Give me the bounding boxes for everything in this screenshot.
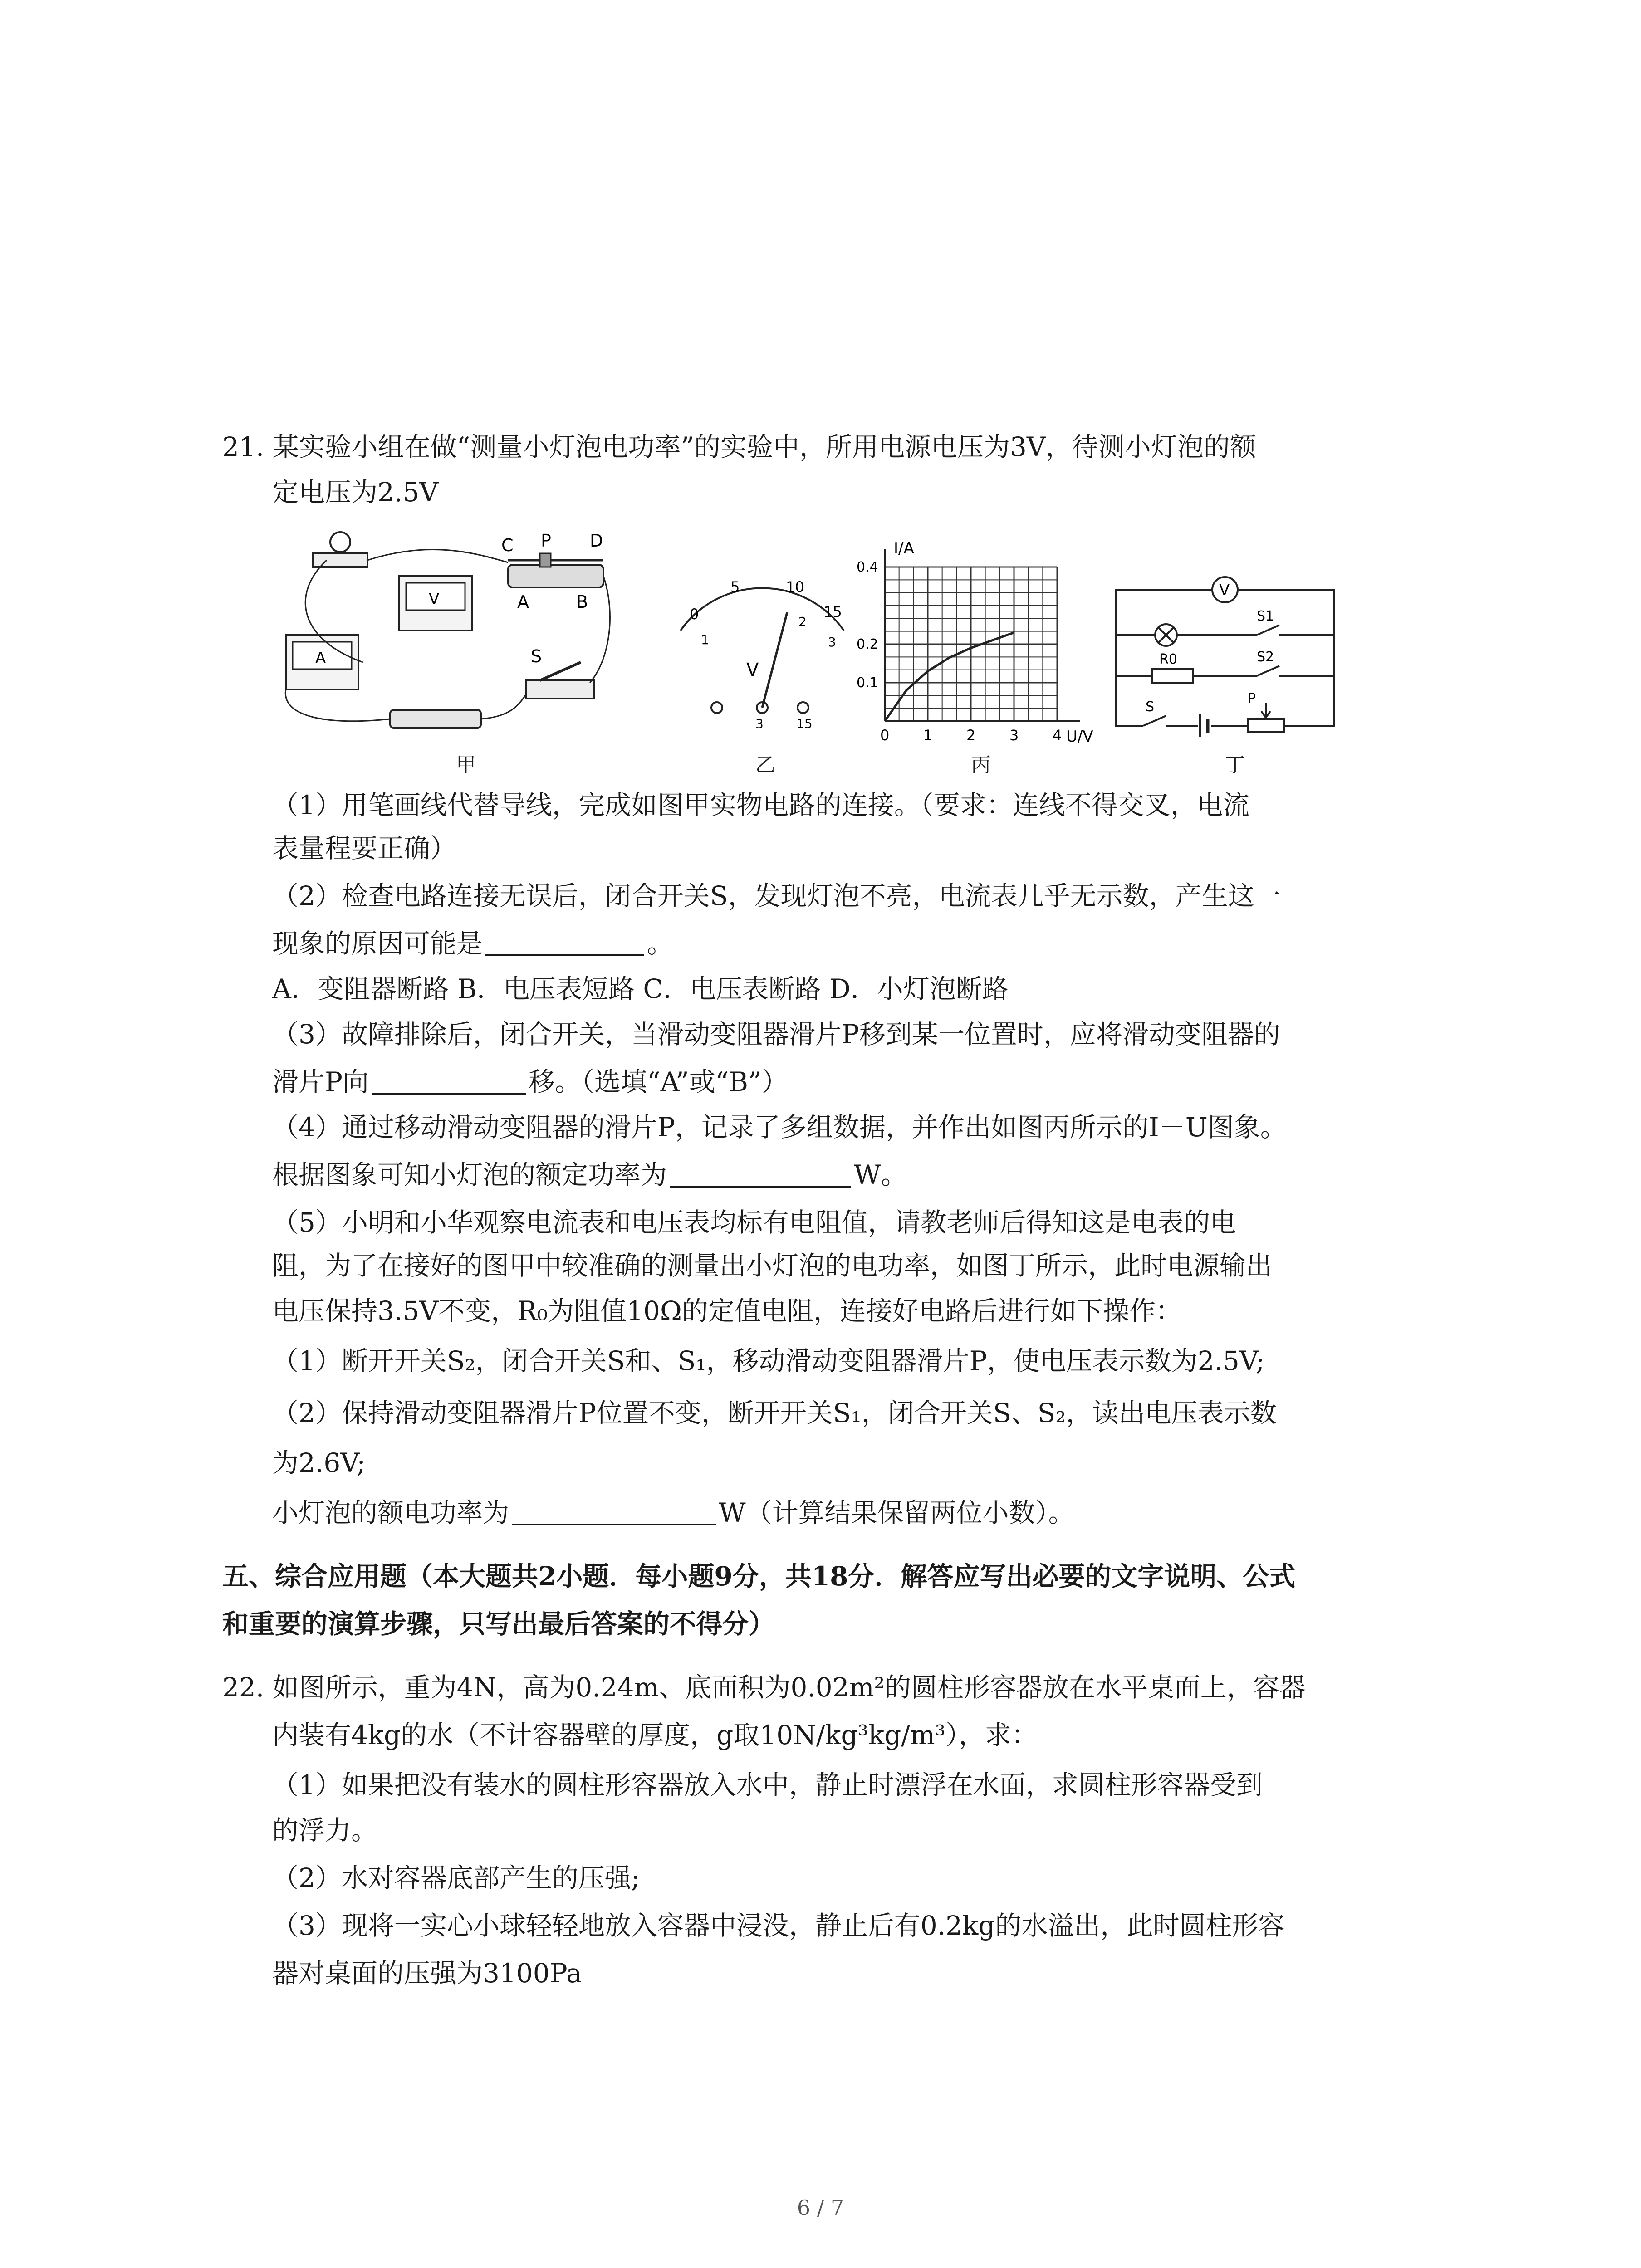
- scale-0: 0: [690, 606, 699, 623]
- y-tick-label: 0.1: [857, 675, 878, 691]
- q21-p6: 小灯泡的额电功率为 W（计算结果保留两位小数）。: [272, 1497, 1075, 1528]
- q21-p3a: （3）故障排除后，闭合开关，当滑动变阻器滑片P移到某一位置时，应将滑动变阻器的: [272, 1019, 1280, 1050]
- scale-15: 15: [823, 603, 842, 621]
- x-tick-label: 0: [880, 727, 890, 744]
- switch-base: [526, 680, 594, 699]
- q22-p1b: 的浮力。: [272, 1815, 378, 1846]
- label-B: B: [576, 592, 588, 612]
- y-tick-label: 0.2: [857, 636, 878, 652]
- answer-blank-2[interactable]: [485, 927, 644, 956]
- q21-step1: （1）断开开关S₂，闭合开关S和、S₁，移动滑动变阻器滑片P，使电压表示数为2.5V;: [272, 1345, 1265, 1376]
- ammeter-label: A: [315, 649, 326, 667]
- rheostat-symbol: [1248, 719, 1284, 732]
- label-P: P: [541, 531, 551, 551]
- terminal-15: 15: [796, 716, 813, 730]
- iu-chart: [853, 540, 1107, 748]
- label-S2: S2: [1257, 649, 1274, 665]
- q21-p4a: （4）通过移动滑动变阻器的滑片P，记录了多组数据，并作出如图丙所示的I－U图象。: [272, 1112, 1287, 1143]
- label-S: S: [531, 646, 542, 666]
- dial-needle: [762, 612, 787, 708]
- q21-p2a: （2）检查电路连接无误后，闭合开关S，发现灯泡不亮，电流表几乎无示数，产生这一: [272, 880, 1281, 911]
- voltmeter-label: V: [429, 590, 440, 608]
- q21-options: A．变阻器断路 B．电压表短路 C．电压表断路 D．小灯泡断路: [272, 973, 1009, 1004]
- answer-blank-3[interactable]: [372, 1066, 526, 1095]
- label-S: S: [1146, 699, 1155, 715]
- q22-p1a: （1）如果把没有装水的圆柱形容器放入水中，静止时漂浮在水面，求圆柱形容器受到: [272, 1769, 1263, 1800]
- q21-step2b: 为2.6V;: [272, 1447, 366, 1478]
- section5-line1: 五、综合应用题（本大题共2小题．每小题9分，共18分．解答应写出必要的文字说明、公式: [222, 1561, 1296, 1592]
- figure-jia: [272, 526, 653, 739]
- label-S1: S1: [1257, 608, 1274, 624]
- dial-arc: [681, 588, 844, 631]
- x-tick-label: 1: [923, 727, 933, 744]
- answer-blank-6[interactable]: [512, 1496, 716, 1525]
- caption-jia: 甲: [456, 753, 476, 777]
- q21-line2: 定电压为2.5V: [272, 477, 439, 508]
- figure-bing: [853, 540, 1107, 748]
- y-tick-label: 0.4: [857, 559, 878, 575]
- answer-blank-4[interactable]: [670, 1158, 851, 1188]
- label-R0: R0: [1159, 651, 1177, 667]
- caption-bing: 丙: [971, 753, 991, 777]
- scale-5: 5: [730, 578, 740, 596]
- rheostat-coil: [508, 565, 603, 587]
- q21-p3b: 滑片P向 移。（选填“A”或“B”）: [272, 1066, 788, 1097]
- resistor-R0: [1152, 669, 1193, 683]
- q21-p1b: 表量程要正确）: [272, 833, 457, 864]
- lamp-bulb: [330, 532, 350, 552]
- q21-p4b: 根据图象可知小灯泡的额定功率为 W。: [272, 1159, 907, 1190]
- q21-line1: 21. 某实验小组在做“测量小灯泡电功率”的实验中，所用电源电压为3V，待测小灯泡的额: [222, 431, 1256, 462]
- label-P: P: [1248, 691, 1256, 707]
- label-A: A: [517, 592, 529, 612]
- q21-p2b: 现象的原因可能是 。: [272, 928, 674, 959]
- q22-p3a: （3）现将一实心小球轻轻地放入容器中浸没，静止后有0.2kg的水溢出，此时圆柱形容: [272, 1910, 1285, 1941]
- q22-line1: 22. 如图所示，重为4N，高为0.24m、底面积为0.02m²的圆柱形容器放在水平桌面上，容器: [222, 1672, 1306, 1703]
- chart-ylabel: I/A: [894, 540, 914, 557]
- x-tick-label: 3: [1009, 727, 1019, 744]
- figure-yi: [667, 558, 857, 730]
- battery: [390, 710, 481, 728]
- caption-yi: 乙: [755, 753, 775, 777]
- q22-p3b: 器对桌面的压强为3100Pa: [272, 1958, 582, 1989]
- q21-step2a: （2）保持滑动变阻器滑片P位置不变，断开开关S₁，闭合开关S、S₂，读出电压表示数: [272, 1398, 1277, 1428]
- q21-p1a: （1）用笔画线代替导线，完成如图甲实物电路的连接。（要求：连线不得交叉，电流: [272, 790, 1249, 821]
- chart-xlabel: U/V: [1066, 728, 1093, 746]
- label-V: V: [1219, 581, 1230, 599]
- q21-p5c: 电压保持3.5V不变，R₀为阻值10Ω的定值电阻，连接好电路后进行如下操作：: [272, 1295, 1182, 1326]
- scale-3: 3: [828, 635, 836, 650]
- scale-10: 10: [786, 578, 804, 596]
- q21-p5b: 阻，为了在接好的图甲中较准确的测量出小灯泡的电功率，如图丁所示，此时电源输出: [272, 1250, 1273, 1281]
- x-tick-label: 2: [966, 727, 976, 744]
- q22-line2: 内装有4kg的水（不计容器壁的厚度，g取10N/kg³kg/m³），求：: [272, 1720, 1038, 1750]
- label-C: C: [501, 535, 514, 555]
- terminal-3: 3: [755, 716, 764, 730]
- scale-1: 1: [701, 632, 709, 647]
- dial-V: V: [746, 660, 759, 680]
- label-D: D: [590, 531, 603, 551]
- q22-p2: （2）水对容器底部产生的压强;: [272, 1862, 640, 1893]
- x-tick-label: 4: [1053, 727, 1062, 744]
- caption-ding: 丁: [1225, 753, 1245, 777]
- page-number: 6 / 7: [797, 2195, 844, 2220]
- figure-ding: [1107, 567, 1343, 739]
- section5-line2: 和重要的演算步骤，只写出最后答案的不得分）: [222, 1608, 775, 1639]
- scale-2: 2: [798, 614, 807, 629]
- q21-p5a: （5）小明和小华观察电流表和电压表均标有电阻值，请教老师后得知这是电表的电: [272, 1207, 1236, 1238]
